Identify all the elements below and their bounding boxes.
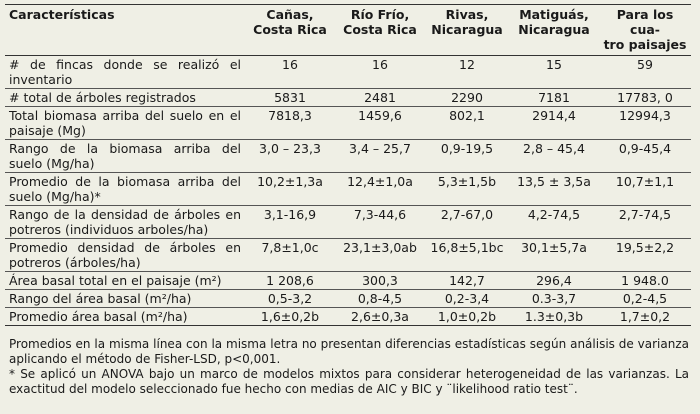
table-cell: 2,7-67,0: [440, 207, 494, 222]
table-cell: 2914,4: [532, 108, 576, 123]
table-cell: 3,0 – 23,3: [259, 141, 321, 156]
row-label: Promedio densidad de árboles en potreros (árboles/ha): [9, 240, 241, 270]
table-row: [5, 290, 691, 308]
table-cell: 1 948.0: [621, 273, 669, 288]
footnotes: [9, 337, 689, 397]
table-cell: 23,1±3,0ab: [343, 240, 417, 255]
table-cell: 2290: [451, 90, 483, 105]
table-row: [5, 140, 691, 173]
table-row: [5, 173, 691, 206]
table-cell: 30,1±5,7a: [521, 240, 587, 255]
row-label: Promedio de la biomasa arriba del suelo (Mg/ha)*: [9, 174, 241, 204]
table-row: [5, 272, 691, 290]
table-row: [5, 56, 691, 89]
table-cell: 17783, 0: [617, 90, 673, 105]
table-cell: 802,1: [449, 108, 485, 123]
table-cell: 7181: [538, 90, 570, 105]
table-body: [5, 56, 691, 326]
table-cell: 7,8±1,0c: [261, 240, 319, 255]
table-cell: 7,3-44,6: [353, 207, 407, 222]
table-cell: 3,1-16,9: [263, 207, 317, 222]
table-cell: 16: [372, 57, 388, 72]
table-cell: 15: [546, 57, 562, 72]
table-cell: 16,8±5,1bc: [430, 240, 504, 255]
table-cell: 1,0±0,2b: [437, 309, 497, 324]
table-row: [5, 89, 691, 107]
row-label: Rango del área basal (m²/ha): [9, 291, 192, 306]
table-cell: 16: [282, 57, 298, 72]
header-rivas: Rivas, Nicaragua: [431, 7, 503, 37]
header-matiguas: Matiguás, Nicaragua: [518, 7, 590, 37]
table-cell: 3,4 – 25,7: [349, 141, 411, 156]
table-row: [5, 206, 691, 239]
table-cell: 0.3-3,7: [531, 291, 577, 306]
table-header: [5, 5, 691, 56]
data-table: [5, 4, 691, 326]
table-cell: 0,2-3,4: [444, 291, 490, 306]
header-canas: Cañas, Costa Rica: [253, 7, 327, 37]
header-caracteristicas: Características: [9, 7, 115, 22]
row-label: Total biomasa arriba del suelo en el paisaje (Mg): [9, 108, 241, 138]
table-cell: 13,5 ± 3,5a: [517, 174, 591, 189]
table-cell: 1,7±0,2: [619, 309, 671, 324]
row-label: Rango de la densidad de árboles en potreros (individuos arboles/ha): [9, 207, 241, 237]
table-cell: 7818,3: [268, 108, 312, 123]
table-row: [5, 239, 691, 272]
table-cell: 300,3: [362, 273, 398, 288]
footnote-significance: Promedios en la misma línea con la misma letra no presentan diferencias estadísticas según análisis de varianza aplicando el método de Fisher-LSD, p<0,001.: [9, 337, 689, 366]
row-label: Rango de la biomasa arriba del suelo (Mg/ha): [9, 141, 241, 171]
table-row: [5, 308, 691, 326]
header-cuatro-paisajes: Para los cua- tro paisajes: [603, 7, 687, 52]
table-cell: 296,4: [536, 273, 572, 288]
table-cell: 1459,6: [358, 108, 402, 123]
table-cell: 10,7±1,1: [615, 174, 675, 189]
row-label: # de fincas donde se realizó el inventario: [9, 57, 241, 87]
footnote-anova: * Se aplicó un ANOVA bajo un marco de modelos mixtos para considerar heterogeneidad de las varianzas. La exactitud del modelo seleccionado fue hecho con medias de AIC y BIC y ¨likelihood ratio test¨.: [9, 367, 689, 396]
row-label: # total de árboles registrados: [9, 90, 196, 105]
table-cell: 0,5-3,2: [267, 291, 313, 306]
table-cell: 12,4±1,0a: [347, 174, 413, 189]
table-cell: 4,2-74,5: [527, 207, 581, 222]
table-row: [5, 107, 691, 140]
table-cell: 2,7-74,5: [618, 207, 672, 222]
table-cell: 0,9-19,5: [440, 141, 494, 156]
table-cell: 19,5±2,2: [615, 240, 675, 255]
table-cell: 0,8-4,5: [357, 291, 403, 306]
table-cell: 10,2±1,3a: [257, 174, 323, 189]
table-cell: 1,6±0,2b: [260, 309, 320, 324]
table-cell: 142,7: [449, 273, 485, 288]
table-cell: 5831: [274, 90, 306, 105]
table-cell: 5,3±1,5b: [437, 174, 497, 189]
header-rio-frio: Río Frío, Costa Rica: [343, 7, 417, 37]
table-cell: 12: [459, 57, 475, 72]
table-cell: 0,2-4,5: [622, 291, 668, 306]
table-cell: 2481: [364, 90, 396, 105]
row-label: Promedio área basal (m²/ha): [9, 309, 188, 324]
row-label: Área basal total en el paisaje (m²): [9, 273, 222, 288]
table-cell: 2,8 – 45,4: [523, 141, 585, 156]
header-row: [5, 5, 691, 56]
table-cell: 2,6±0,3a: [351, 309, 409, 324]
table-cell: 0,9-45,4: [618, 141, 672, 156]
table-cell: 1.3±0,3b: [524, 309, 584, 324]
table-cell: 12994,3: [619, 108, 671, 123]
table-cell: 1 208,6: [266, 273, 314, 288]
table-cell: 59: [637, 57, 653, 72]
